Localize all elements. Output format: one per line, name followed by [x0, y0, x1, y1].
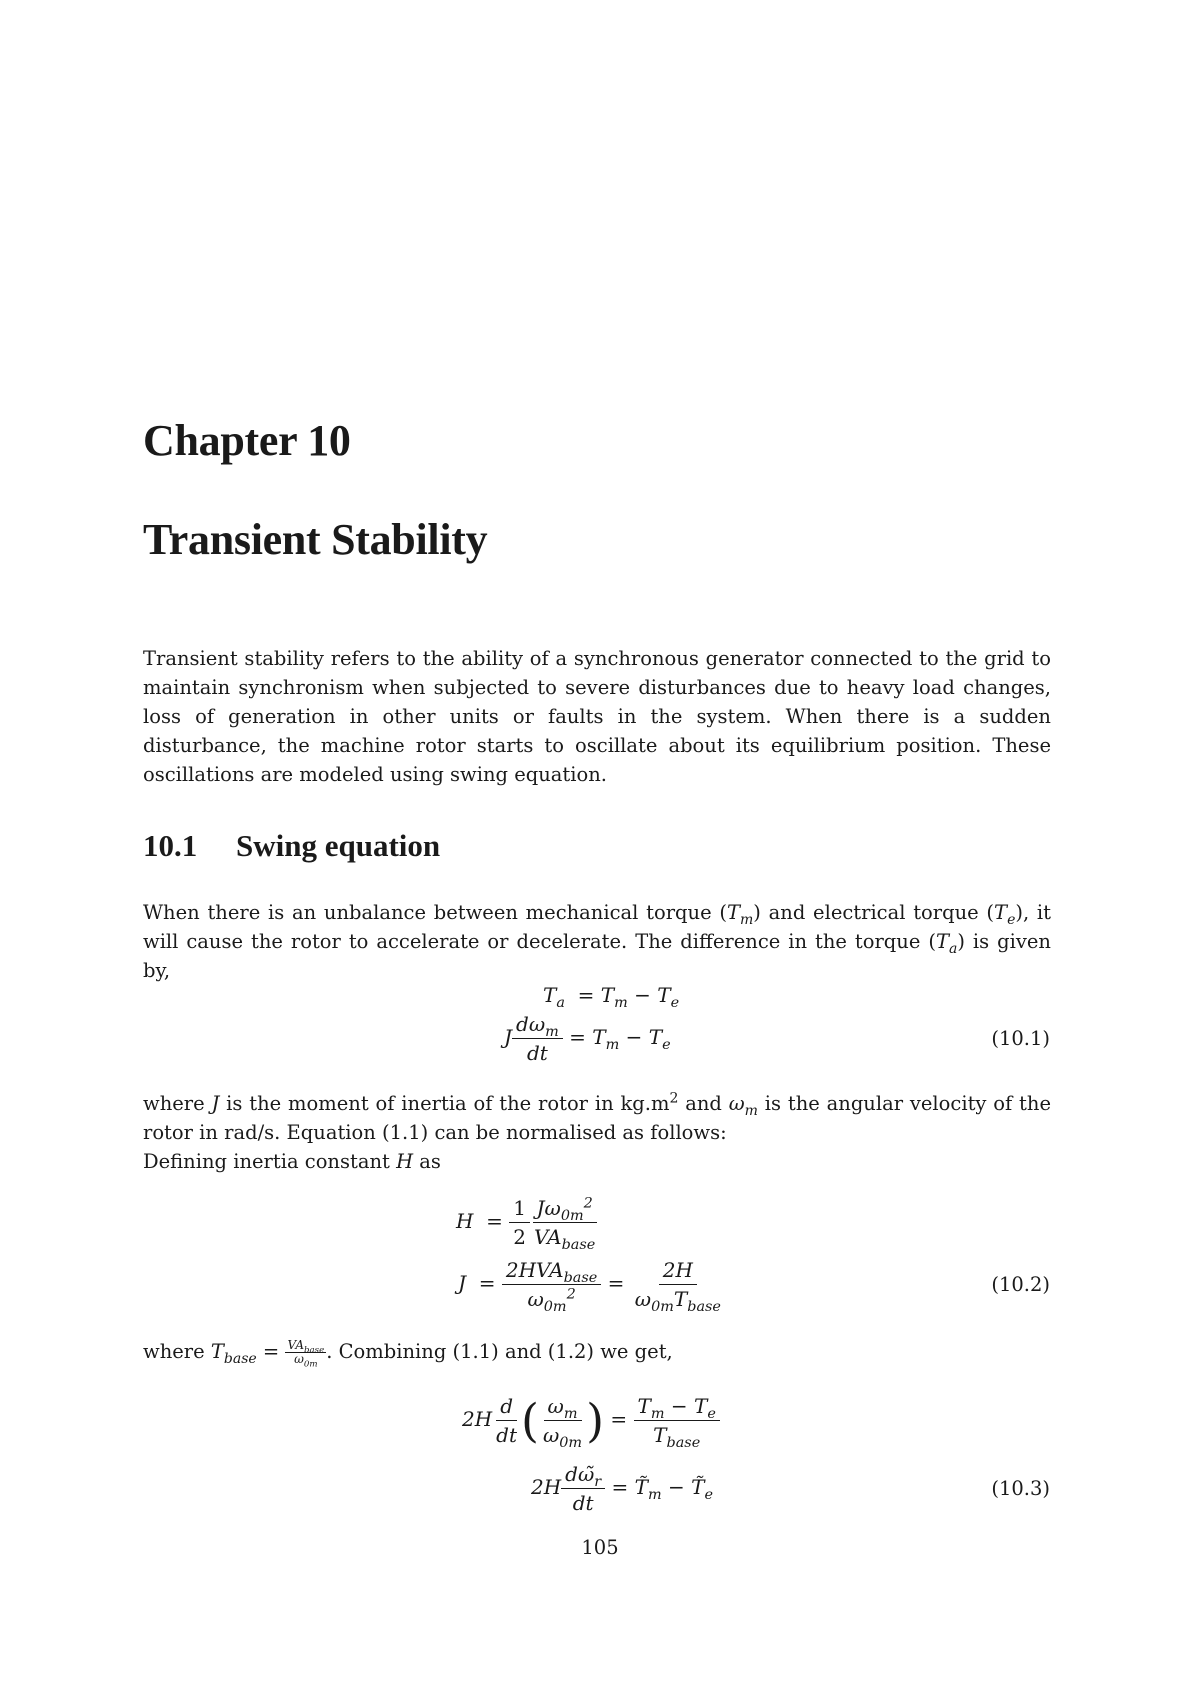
equation-inertia-torque: J $\frac{d\omega_m}{dt}$ = $T_m - T_e$	[504, 1012, 671, 1065]
equation-j-expression: J = $\frac{2HVA_{base}}{\omega_{0m}^2}$ = $\frac{2H}{\omega_{0m}T_{base}}$	[458, 1258, 721, 1315]
section-number: 10.1	[143, 828, 198, 863]
equation-number-10-1: (10.1)	[991, 1027, 1050, 1050]
equation-torque-difference: $T_a = T_m - T_e$	[543, 983, 680, 1011]
section-heading	[143, 828, 440, 864]
equation-normalised-swing: 2H $\frac{d}{dt}$ ( $\frac{\omega_m}{\omega_{0m}}$ ) = $\frac{T_m - T_e}{T_{base}}$	[462, 1394, 720, 1447]
chapter-title: Transient Stability	[143, 515, 488, 564]
equation-inertia-constant: H = $\frac{1}{2}$ $\frac{J\omega_{0m}^2}{VA_{base}}$	[456, 1195, 596, 1253]
section-title: Swing equation	[236, 828, 441, 863]
page-number: 105	[581, 1536, 619, 1559]
paragraph-torque: When there is an unbalance between mechanical torque $(T_m)$ and electrical torque $(T_e)$, it will cause the rotor to accelerate or decelerate. The difference in the torque $(T_a)$ is given by,	[143, 901, 1051, 982]
equation-number-10-3: (10.3)	[991, 1477, 1050, 1500]
equation-number-10-2: (10.2)	[991, 1273, 1050, 1296]
intro-paragraph: Transient stability refers to the ability of a synchronous generator connected to the grid to maintain synchronism when subjected to severe disturbances due to heavy load changes, loss of generation in other units or faults in the system. When there is a sudden disturbance, the machine rotor starts to oscillate about its equilibrium position. These oscillations are modeled using swing equation.	[143, 647, 1051, 786]
paragraph-inertia: where J is the moment of inertia of the rotor in $kg.m^2$ and $\omega_m$ is the angular velocity of the rotor in rad/s. Equation (1.1) can be normalised as follows:	[143, 1090, 1051, 1144]
paragraph-define-h: Defining inertia constant H as	[143, 1150, 441, 1173]
paragraph-tbase: where $T_{base}$ = $\frac{VA_{base}}{\omega_{0m}}$ . Combining (1.1) and (1.2) we get,	[143, 1338, 673, 1370]
chapter-label: Chapter 10	[143, 416, 351, 465]
equation-swing-pu: 2H $\frac{d\omegã_r}{dt}$ = $T̃_m$ − $T̃_e$	[531, 1462, 714, 1515]
